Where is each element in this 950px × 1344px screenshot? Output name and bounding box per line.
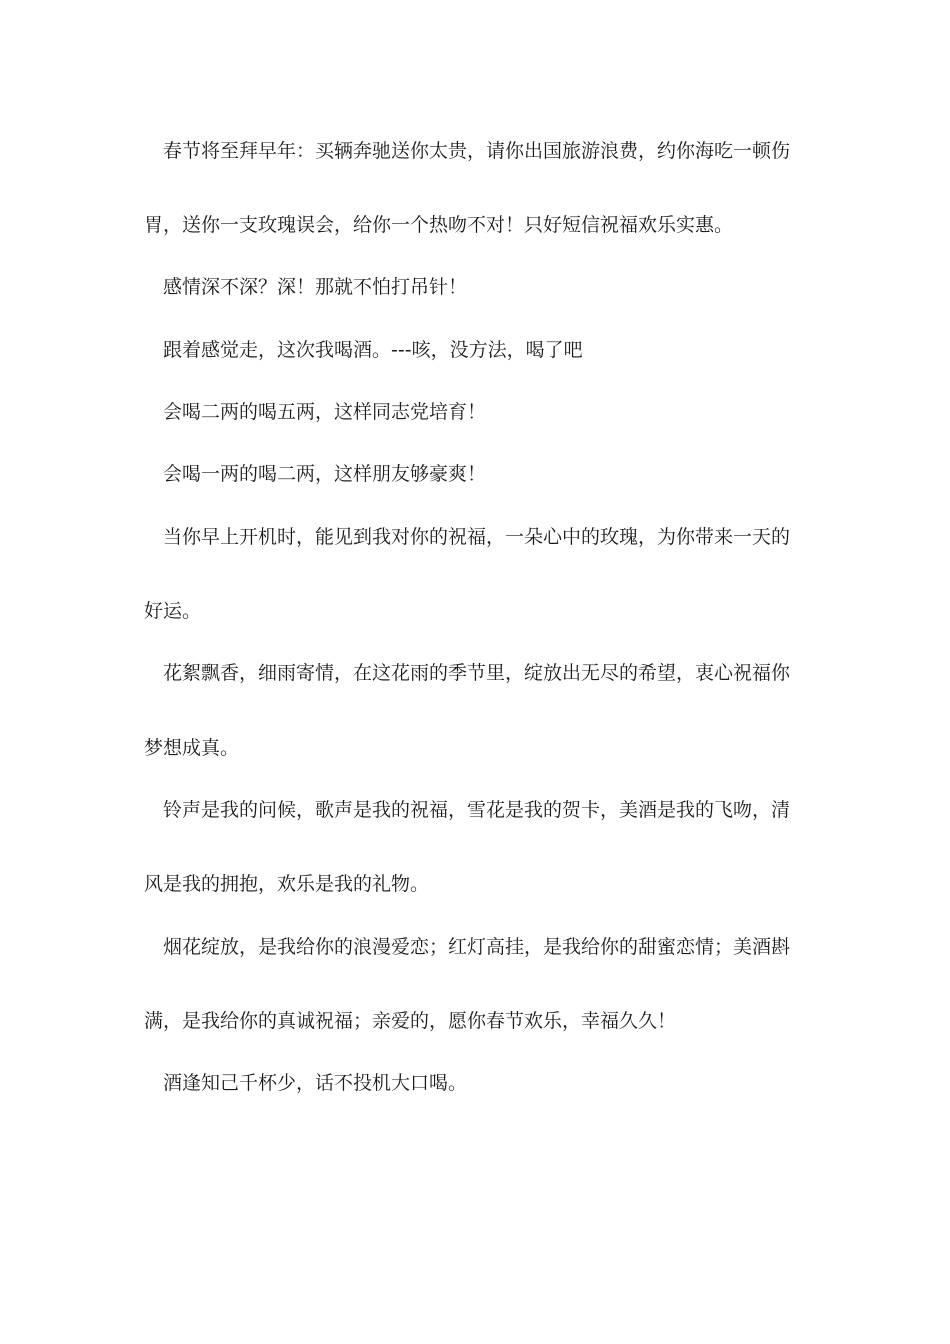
paragraph-3: 跟着感觉走，这次我喝酒。---咳，没方法，喝了吧 [163, 339, 583, 361]
paragraph-2: 感情深不深？深！那就不怕打吊针！ [163, 276, 468, 298]
paragraph-8-line-1: 铃声是我的问候，歌声是我的祝福，雪花是我的贺卡，美酒是我的飞吻，清 [163, 799, 791, 821]
paragraph-1-line-1: 春节将至拜早年：买辆奔驰送你太贵，请你出国旅游浪费，约你海吃一顿伤 [163, 140, 791, 162]
paragraph-6-line-1: 当你早上开机时，能见到我对你的祝福，一朵心中的玫瑰，为你带来一天的 [163, 526, 791, 548]
paragraph-10: 酒逢知己千杯少，话不投机大口喝。 [163, 1072, 468, 1094]
paragraph-7-line-1: 花絮飘香，细雨寄情，在这花雨的季节里，绽放出无尽的希望，衷心祝福你 [163, 662, 791, 684]
paragraph-9-line-1: 烟花绽放，是我给你的浪漫爱恋；红灯高挂，是我给你的甜蜜恋情；美酒斟 [163, 936, 791, 958]
paragraph-8-line-2: 风是我的拥抱，欢乐是我的礼物。 [144, 873, 430, 895]
paragraph-7-line-2: 梦想成真。 [144, 737, 240, 759]
paragraph-9-line-2: 满，是我给你的真诚祝福；亲爱的，愿你春节欢乐，幸福久久！ [144, 1010, 677, 1032]
paragraph-1-line-2: 胃，送你一支玫瑰误会，给你一个热吻不对！只好短信祝福欢乐实惠。 [144, 214, 734, 236]
paragraph-5: 会喝一两的喝二两，这样朋友够豪爽！ [163, 463, 487, 485]
paragraph-6-line-2: 好运。 [144, 600, 202, 622]
paragraph-4: 会喝二两的喝五两，这样同志党培育！ [163, 401, 487, 423]
